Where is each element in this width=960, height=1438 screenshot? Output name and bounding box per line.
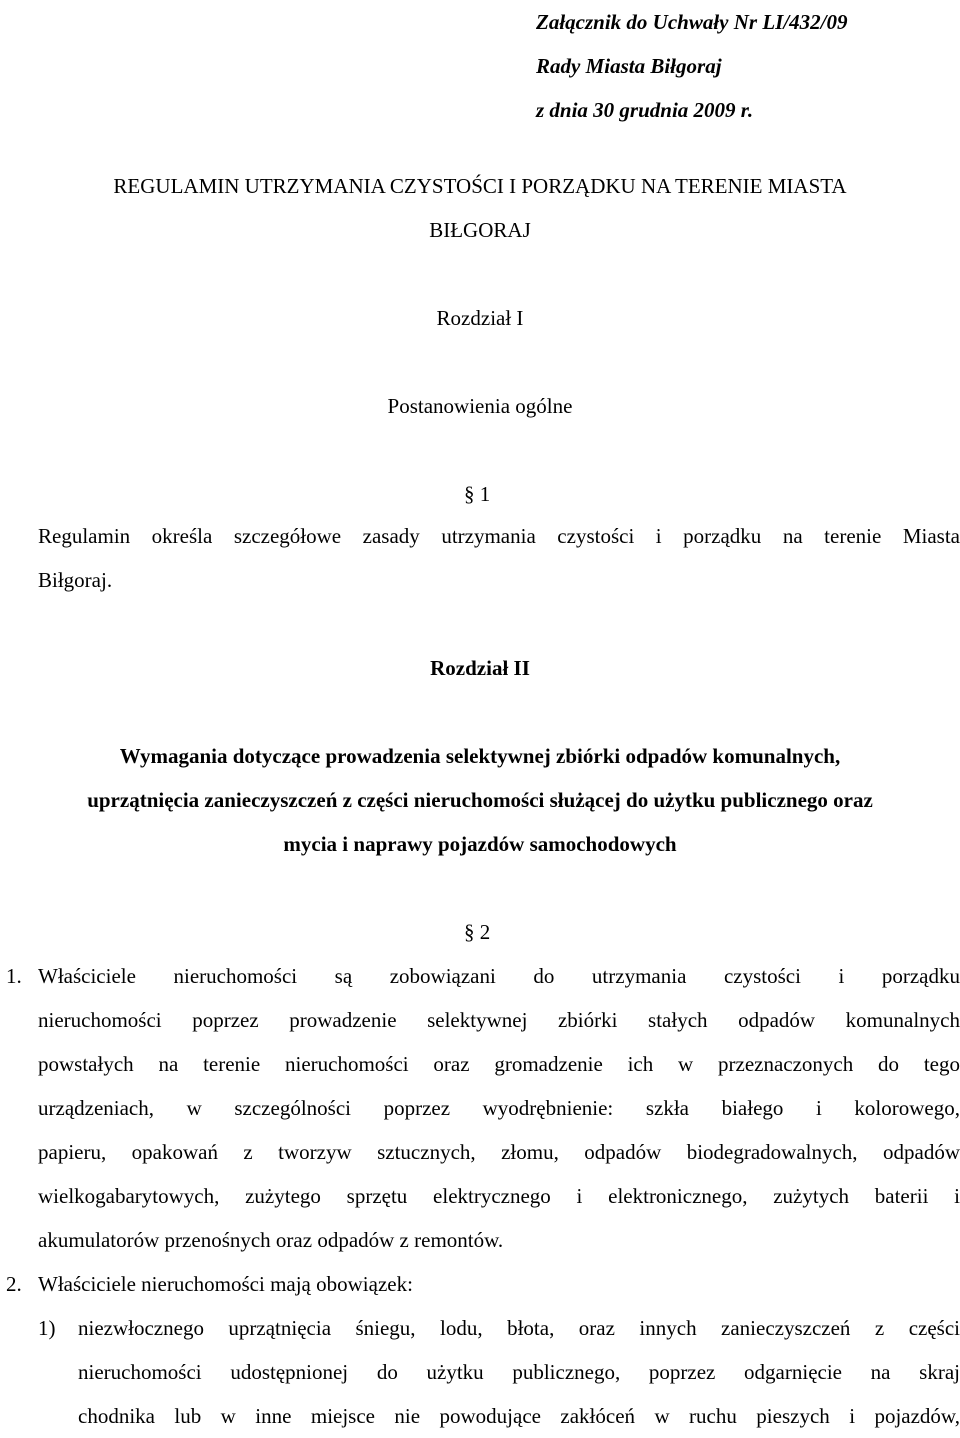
chapter-2-heading: Rozdział II: [430, 656, 530, 680]
item-1-line: akumulatorów przenośnych oraz odpadów z remontów.: [38, 1228, 504, 1252]
subitem-1-line: niezwłocznego uprzątnięcia śniegu, lodu, błota, oraz innych zanieczyszczeń z części: [78, 1316, 960, 1340]
annex-line-2: Rady Miasta Biłgoraj: [536, 54, 722, 78]
chapter-2-subheading-line-2: uprzątnięcia zanieczyszczeń z części nieruchomości służącej do użytku publicznego oraz: [87, 788, 873, 812]
item-2-text: [38, 1262, 960, 1306]
section-1-text-line-2: Biłgoraj.: [38, 568, 113, 592]
section-1-text: [38, 514, 960, 602]
item-2-intro: Właściciele nieruchomości mają obowiązek:: [38, 1272, 413, 1296]
chapter-1-subheading: Postanowienia ogólne: [387, 394, 573, 418]
chapter-1-heading: Rozdział I: [436, 306, 524, 330]
section-1-text-line-1: Regulamin określa szczegółowe zasady utrzymania czystości i porządku na terenie Miasta: [38, 524, 960, 548]
annex-line-1: Załącznik do Uchwały Nr LI/432/09: [536, 10, 848, 34]
annex-line-3: z dnia 30 grudnia 2009 r.: [536, 98, 754, 122]
item-1-line: urządzeniach, w szczególności poprzez wyodrębnienie: szkła białego i kolorowego,: [38, 1096, 960, 1120]
annex-header: [536, 0, 956, 132]
subitem-1-text: [78, 1306, 960, 1438]
subitem-1-line: chodnika lub w inne miejsce nie powodujące zakłóceń w ruchu pieszych i pojazdów,: [78, 1404, 960, 1428]
item-1-number: 1.: [6, 964, 22, 988]
item-1-line: powstałych na terenie nieruchomości oraz gromadzenie ich w przeznaczonych do tego: [38, 1052, 960, 1076]
subitem-1-line: nieruchomości udostępnionej do użytku publicznego, poprzez odgarnięcie na skraj: [78, 1360, 960, 1384]
item-2-number: 2.: [6, 1272, 22, 1296]
chapter-2-subheading-line-3: mycia i naprawy pojazdów samochodowych: [283, 832, 677, 856]
item-1-line: papieru, opakowań z tworzyw sztucznych, złomu, odpadów biodegradowalnych, odpadów: [38, 1140, 960, 1164]
section-2-symbol: § 2: [464, 920, 491, 944]
section-1-symbol: § 1: [464, 482, 491, 506]
subitem-1-number: 1): [38, 1316, 56, 1340]
item-1-line: Właściciele nieruchomości są zobowiązani do utrzymania czystości i porządku: [38, 964, 960, 988]
item-1-line: wielkogabarytowych, zużytego sprzętu elektrycznego i elektronicznego, zużytych baterii i: [38, 1184, 960, 1208]
item-1-line: nieruchomości poprzez prowadzenie selektywnej zbiórki stałych odpadów komunalnych: [38, 1008, 960, 1032]
item-1-text: [38, 954, 960, 1262]
document-title-line-2: BIŁGORAJ: [429, 218, 531, 242]
chapter-2-subheading-line-1: Wymagania dotyczące prowadzenia selektywnej zbiórki odpadów komunalnych,: [119, 744, 841, 768]
document-title-line-1: REGULAMIN UTRZYMANIA CZYSTOŚCI I PORZĄDKU NA TERENIE MIASTA: [113, 174, 847, 198]
